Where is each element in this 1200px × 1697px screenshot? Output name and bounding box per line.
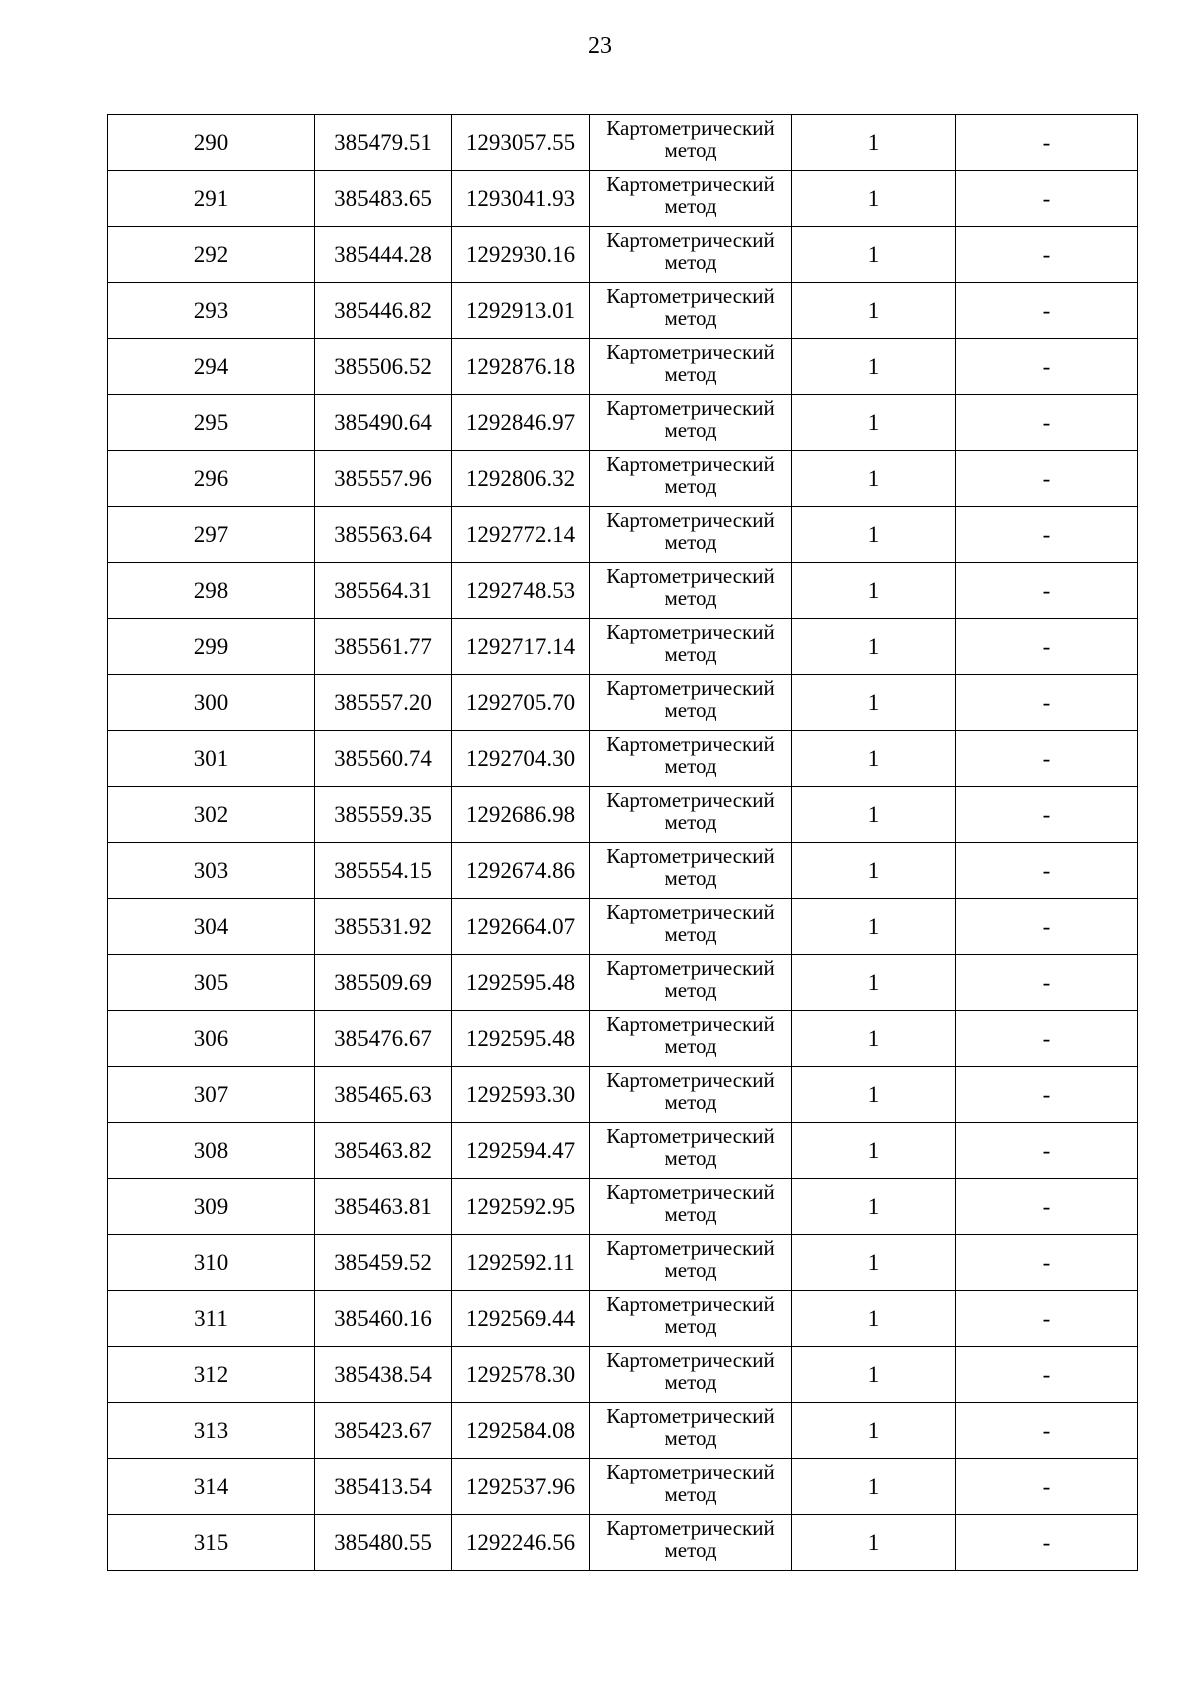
- y-coordinate-cell: 1292578.30: [452, 1347, 590, 1403]
- x-coordinate-cell: 385444.28: [315, 227, 452, 283]
- method-cell: [590, 507, 792, 563]
- point-number-cell: 297: [108, 507, 315, 563]
- table-row: [108, 1179, 1138, 1235]
- precision-cell: 1: [792, 395, 956, 451]
- point-number-cell: 312: [108, 1347, 315, 1403]
- point-number-cell: 310: [108, 1235, 315, 1291]
- method-line-1: Картометрический: [606, 116, 775, 140]
- precision-cell: 1: [792, 619, 956, 675]
- method-cell: [590, 955, 792, 1011]
- note-cell: -: [956, 675, 1138, 731]
- x-coordinate-cell: 385463.82: [315, 1123, 452, 1179]
- method-line-2: метод: [664, 810, 717, 834]
- y-coordinate-cell: 1292876.18: [452, 339, 590, 395]
- table-body: [108, 115, 1138, 1571]
- y-coordinate-cell: 1292806.32: [452, 451, 590, 507]
- method-line-1: Картометрический: [606, 1068, 775, 1092]
- table-row: [108, 339, 1138, 395]
- y-coordinate-cell: 1292537.96: [452, 1459, 590, 1515]
- y-coordinate-cell: 1292584.08: [452, 1403, 590, 1459]
- method-line-2: метод: [664, 1034, 717, 1058]
- x-coordinate-cell: 385564.31: [315, 563, 452, 619]
- table-row: [108, 787, 1138, 843]
- method-line-1: Картометрический: [606, 452, 775, 476]
- method-line-1: Картометрический: [606, 900, 775, 924]
- x-coordinate-cell: 385413.54: [315, 1459, 452, 1515]
- coordinates-table: [107, 114, 1138, 1571]
- method-cell: [590, 395, 792, 451]
- table-row: [108, 395, 1138, 451]
- x-coordinate-cell: 385531.92: [315, 899, 452, 955]
- x-coordinate-cell: 385506.52: [315, 339, 452, 395]
- precision-cell: 1: [792, 339, 956, 395]
- x-coordinate-cell: 385560.74: [315, 731, 452, 787]
- precision-cell: 1: [792, 563, 956, 619]
- method-cell: [590, 1011, 792, 1067]
- point-number-cell: 290: [108, 115, 315, 171]
- method-line-2: метод: [664, 642, 717, 666]
- method-cell: [590, 115, 792, 171]
- method-line-1: Картометрический: [606, 172, 775, 196]
- method-cell: [590, 451, 792, 507]
- method-cell: [590, 843, 792, 899]
- method-line-2: метод: [664, 1146, 717, 1170]
- point-number-cell: 300: [108, 675, 315, 731]
- table-row: [108, 1515, 1138, 1571]
- method-line-1: Картометрический: [606, 788, 775, 812]
- precision-cell: 1: [792, 451, 956, 507]
- y-coordinate-cell: 1293057.55: [452, 115, 590, 171]
- method-line-1: Картометрический: [606, 1516, 775, 1540]
- method-line-2: метод: [664, 1370, 717, 1394]
- x-coordinate-cell: 385446.82: [315, 283, 452, 339]
- precision-cell: 1: [792, 1123, 956, 1179]
- y-coordinate-cell: 1292595.48: [452, 1011, 590, 1067]
- table-row: [108, 283, 1138, 339]
- point-number-cell: 291: [108, 171, 315, 227]
- table-row: [108, 1403, 1138, 1459]
- method-cell: [590, 227, 792, 283]
- method-line-1: Картометрический: [606, 956, 775, 980]
- x-coordinate-cell: 385438.54: [315, 1347, 452, 1403]
- x-coordinate-cell: 385559.35: [315, 787, 452, 843]
- y-coordinate-cell: 1292686.98: [452, 787, 590, 843]
- x-coordinate-cell: 385561.77: [315, 619, 452, 675]
- method-line-1: Картометрический: [606, 732, 775, 756]
- x-coordinate-cell: 385483.65: [315, 171, 452, 227]
- point-number-cell: 308: [108, 1123, 315, 1179]
- method-cell: [590, 1347, 792, 1403]
- method-line-1: Картометрический: [606, 1460, 775, 1484]
- y-coordinate-cell: 1292592.95: [452, 1179, 590, 1235]
- method-cell: [590, 283, 792, 339]
- precision-cell: 1: [792, 227, 956, 283]
- method-line-2: метод: [664, 306, 717, 330]
- method-line-2: метод: [664, 362, 717, 386]
- x-coordinate-cell: 385465.63: [315, 1067, 452, 1123]
- precision-cell: 1: [792, 283, 956, 339]
- x-coordinate-cell: 385463.81: [315, 1179, 452, 1235]
- y-coordinate-cell: 1292246.56: [452, 1515, 590, 1571]
- method-line-1: Картометрический: [606, 564, 775, 588]
- x-coordinate-cell: 385557.20: [315, 675, 452, 731]
- point-number-cell: 313: [108, 1403, 315, 1459]
- method-line-2: метод: [664, 1426, 717, 1450]
- method-cell: [590, 1515, 792, 1571]
- precision-cell: 1: [792, 675, 956, 731]
- precision-cell: 1: [792, 1011, 956, 1067]
- method-line-2: метод: [664, 698, 717, 722]
- note-cell: -: [956, 843, 1138, 899]
- x-coordinate-cell: 385423.67: [315, 1403, 452, 1459]
- y-coordinate-cell: 1292664.07: [452, 899, 590, 955]
- precision-cell: 1: [792, 1515, 956, 1571]
- method-line-1: Картометрический: [606, 1404, 775, 1428]
- method-line-1: Картометрический: [606, 1180, 775, 1204]
- method-line-2: метод: [664, 978, 717, 1002]
- precision-cell: 1: [792, 955, 956, 1011]
- point-number-cell: 293: [108, 283, 315, 339]
- note-cell: -: [956, 395, 1138, 451]
- method-line-2: метод: [664, 194, 717, 218]
- method-line-2: метод: [664, 138, 717, 162]
- method-line-1: Картометрический: [606, 844, 775, 868]
- method-cell: [590, 731, 792, 787]
- note-cell: -: [956, 1459, 1138, 1515]
- note-cell: -: [956, 1403, 1138, 1459]
- note-cell: -: [956, 451, 1138, 507]
- note-cell: -: [956, 283, 1138, 339]
- precision-cell: 1: [792, 731, 956, 787]
- point-number-cell: 309: [108, 1179, 315, 1235]
- method-cell: [590, 619, 792, 675]
- note-cell: -: [956, 227, 1138, 283]
- method-line-2: метод: [664, 922, 717, 946]
- precision-cell: 1: [792, 899, 956, 955]
- y-coordinate-cell: 1292704.30: [452, 731, 590, 787]
- method-line-1: Картометрический: [606, 284, 775, 308]
- y-coordinate-cell: 1292772.14: [452, 507, 590, 563]
- method-cell: [590, 1459, 792, 1515]
- point-number-cell: 302: [108, 787, 315, 843]
- method-line-2: метод: [664, 418, 717, 442]
- y-coordinate-cell: 1292846.97: [452, 395, 590, 451]
- precision-cell: 1: [792, 787, 956, 843]
- table-row: [108, 507, 1138, 563]
- note-cell: -: [956, 955, 1138, 1011]
- method-line-2: метод: [664, 530, 717, 554]
- precision-cell: 1: [792, 115, 956, 171]
- precision-cell: 1: [792, 843, 956, 899]
- table-row: [108, 1235, 1138, 1291]
- table-row: [108, 955, 1138, 1011]
- y-coordinate-cell: 1292592.11: [452, 1235, 590, 1291]
- point-number-cell: 294: [108, 339, 315, 395]
- point-number-cell: 305: [108, 955, 315, 1011]
- y-coordinate-cell: 1292930.16: [452, 227, 590, 283]
- point-number-cell: 304: [108, 899, 315, 955]
- method-cell: [590, 1067, 792, 1123]
- precision-cell: 1: [792, 507, 956, 563]
- method-line-2: метод: [664, 1202, 717, 1226]
- method-line-1: Картометрический: [606, 1348, 775, 1372]
- table-row: [108, 1123, 1138, 1179]
- method-line-2: метод: [664, 250, 717, 274]
- method-cell: [590, 1291, 792, 1347]
- method-line-2: метод: [664, 1258, 717, 1282]
- y-coordinate-cell: 1292717.14: [452, 619, 590, 675]
- method-line-2: метод: [664, 754, 717, 778]
- method-cell: [590, 1179, 792, 1235]
- x-coordinate-cell: 385479.51: [315, 115, 452, 171]
- table-row: [108, 1347, 1138, 1403]
- note-cell: -: [956, 1347, 1138, 1403]
- y-coordinate-cell: 1293041.93: [452, 171, 590, 227]
- method-line-1: Картометрический: [606, 340, 775, 364]
- point-number-cell: 315: [108, 1515, 315, 1571]
- table-row: [108, 115, 1138, 171]
- note-cell: -: [956, 731, 1138, 787]
- table-row: [108, 843, 1138, 899]
- point-number-cell: 298: [108, 563, 315, 619]
- note-cell: -: [956, 1515, 1138, 1571]
- note-cell: -: [956, 1235, 1138, 1291]
- method-line-2: метод: [664, 1314, 717, 1338]
- note-cell: -: [956, 1067, 1138, 1123]
- note-cell: -: [956, 171, 1138, 227]
- method-cell: [590, 899, 792, 955]
- y-coordinate-cell: 1292913.01: [452, 283, 590, 339]
- method-cell: [590, 563, 792, 619]
- precision-cell: 1: [792, 1459, 956, 1515]
- note-cell: -: [956, 899, 1138, 955]
- method-line-2: метод: [664, 1482, 717, 1506]
- x-coordinate-cell: 385557.96: [315, 451, 452, 507]
- method-line-1: Картометрический: [606, 508, 775, 532]
- note-cell: -: [956, 339, 1138, 395]
- y-coordinate-cell: 1292748.53: [452, 563, 590, 619]
- method-line-2: метод: [664, 586, 717, 610]
- method-cell: [590, 1235, 792, 1291]
- method-cell: [590, 1123, 792, 1179]
- table-row: [108, 563, 1138, 619]
- method-cell: [590, 1403, 792, 1459]
- method-line-2: метод: [664, 1538, 717, 1562]
- precision-cell: 1: [792, 1179, 956, 1235]
- note-cell: -: [956, 1123, 1138, 1179]
- table-row: [108, 171, 1138, 227]
- x-coordinate-cell: 385490.64: [315, 395, 452, 451]
- point-number-cell: 307: [108, 1067, 315, 1123]
- note-cell: -: [956, 563, 1138, 619]
- precision-cell: 1: [792, 171, 956, 227]
- table-row: [108, 675, 1138, 731]
- precision-cell: 1: [792, 1347, 956, 1403]
- point-number-cell: 306: [108, 1011, 315, 1067]
- page-number: 23: [588, 33, 612, 59]
- method-line-2: метод: [664, 1090, 717, 1114]
- x-coordinate-cell: 385509.69: [315, 955, 452, 1011]
- point-number-cell: 303: [108, 843, 315, 899]
- precision-cell: 1: [792, 1291, 956, 1347]
- x-coordinate-cell: 385554.15: [315, 843, 452, 899]
- y-coordinate-cell: 1292593.30: [452, 1067, 590, 1123]
- method-cell: [590, 675, 792, 731]
- table-row: [108, 1459, 1138, 1515]
- method-line-1: Картометрический: [606, 396, 775, 420]
- method-line-1: Картометрический: [606, 1292, 775, 1316]
- note-cell: -: [956, 1011, 1138, 1067]
- method-line-1: Картометрический: [606, 228, 775, 252]
- y-coordinate-cell: 1292569.44: [452, 1291, 590, 1347]
- note-cell: -: [956, 507, 1138, 563]
- method-line-1: Картометрический: [606, 676, 775, 700]
- point-number-cell: 295: [108, 395, 315, 451]
- x-coordinate-cell: 385460.16: [315, 1291, 452, 1347]
- y-coordinate-cell: 1292594.47: [452, 1123, 590, 1179]
- table-row: [108, 1011, 1138, 1067]
- method-line-2: метод: [664, 866, 717, 890]
- table-row: [108, 1291, 1138, 1347]
- method-cell: [590, 339, 792, 395]
- note-cell: -: [956, 115, 1138, 171]
- note-cell: -: [956, 1291, 1138, 1347]
- table-row: [108, 619, 1138, 675]
- point-number-cell: 296: [108, 451, 315, 507]
- precision-cell: 1: [792, 1067, 956, 1123]
- y-coordinate-cell: 1292674.86: [452, 843, 590, 899]
- method-line-1: Картометрический: [606, 1236, 775, 1260]
- y-coordinate-cell: 1292705.70: [452, 675, 590, 731]
- method-cell: [590, 787, 792, 843]
- method-line-1: Картометрический: [606, 1012, 775, 1036]
- note-cell: -: [956, 619, 1138, 675]
- point-number-cell: 299: [108, 619, 315, 675]
- note-cell: -: [956, 1179, 1138, 1235]
- method-line-1: Картометрический: [606, 1124, 775, 1148]
- point-number-cell: 311: [108, 1291, 315, 1347]
- x-coordinate-cell: 385480.55: [315, 1515, 452, 1571]
- x-coordinate-cell: 385459.52: [315, 1235, 452, 1291]
- method-line-1: Картометрический: [606, 620, 775, 644]
- precision-cell: 1: [792, 1235, 956, 1291]
- method-cell: [590, 171, 792, 227]
- x-coordinate-cell: 385563.64: [315, 507, 452, 563]
- y-coordinate-cell: 1292595.48: [452, 955, 590, 1011]
- point-number-cell: 301: [108, 731, 315, 787]
- table-row: [108, 1067, 1138, 1123]
- table-row: [108, 899, 1138, 955]
- point-number-cell: 314: [108, 1459, 315, 1515]
- x-coordinate-cell: 385476.67: [315, 1011, 452, 1067]
- table-row: [108, 451, 1138, 507]
- point-number-cell: 292: [108, 227, 315, 283]
- precision-cell: 1: [792, 1403, 956, 1459]
- table-row: [108, 731, 1138, 787]
- table-row: [108, 227, 1138, 283]
- method-line-2: метод: [664, 474, 717, 498]
- note-cell: -: [956, 787, 1138, 843]
